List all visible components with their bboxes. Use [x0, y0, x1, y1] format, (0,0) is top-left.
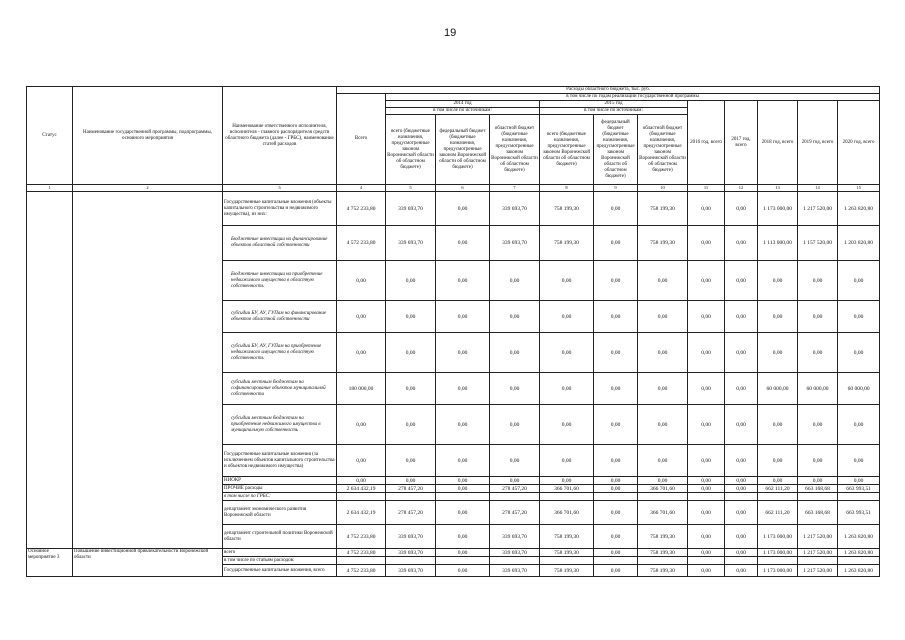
value-cell: 0,00 — [436, 477, 490, 485]
value-cell: 663 168,68 — [798, 485, 838, 493]
value-cell: 0,00 — [436, 226, 490, 261]
value-cell: 0,00 — [798, 301, 838, 333]
value-cell: 0,00 — [725, 192, 758, 226]
value-cell: 0,00 — [758, 405, 798, 445]
budget-table — [26, 86, 880, 577]
value-cell: 278 457,20 — [490, 501, 540, 525]
value-cell: 0,00 — [638, 445, 688, 477]
value-cell — [594, 557, 638, 565]
value-cell: 0,00 — [594, 333, 638, 373]
expense-item-label: в том числе по статьям расходов: — [223, 557, 337, 565]
header-expenses: Расходы областного бюджета, тыс. руб. — [337, 87, 880, 94]
value-cell: 278 457,20 — [490, 485, 540, 493]
value-cell: 0,00 — [838, 301, 880, 333]
value-cell: 0,00 — [436, 373, 490, 405]
value-cell: 2 634 432,19 — [337, 485, 386, 493]
value-cell: 0,00 — [725, 485, 758, 493]
value-cell: 663 168,68 — [798, 501, 838, 525]
value-cell: 2 634 432,19 — [337, 501, 386, 525]
header-total: Всего — [337, 94, 386, 185]
value-cell: 0,00 — [386, 445, 436, 477]
column-number: 9 — [594, 185, 638, 192]
value-cell: 0,00 — [725, 261, 758, 301]
column-number: 10 — [638, 185, 688, 192]
header-name: Наименование государственной программы, подпрограммы, основного мероприятия — [73, 87, 223, 185]
column-number: 2 — [73, 185, 223, 192]
column-number: 12 — [725, 185, 758, 192]
value-cell: 1 173 000,00 — [758, 549, 798, 557]
value-cell: 0,00 — [594, 501, 638, 525]
value-cell — [436, 493, 490, 501]
expense-item-label: НИОКР — [223, 477, 337, 485]
value-cell: 0,00 — [594, 301, 638, 333]
value-cell — [725, 493, 758, 501]
header-year-2016: 2016 год, всего — [688, 101, 725, 185]
value-cell — [638, 557, 688, 565]
value-cell: 0,00 — [638, 477, 688, 485]
column-number: 1 — [27, 185, 73, 192]
value-cell: 0,00 — [436, 549, 490, 557]
value-cell — [838, 493, 880, 501]
value-cell: 4 752 233,80 — [337, 192, 386, 226]
value-cell: 0,00 — [540, 445, 594, 477]
value-cell: 0,00 — [688, 445, 725, 477]
header-total-2015: всего (бюджетные назначения, предусмотренные законом Воронежской области об областном бюджете) — [540, 115, 594, 185]
value-cell: 758 199,30 — [540, 549, 594, 557]
value-cell: 0,00 — [436, 192, 490, 226]
value-cell: 0,00 — [725, 333, 758, 373]
value-cell — [758, 493, 798, 501]
value-cell: 0,00 — [540, 477, 594, 485]
value-cell: 0,00 — [758, 445, 798, 477]
value-cell: 1 263 820,80 — [838, 565, 880, 577]
value-cell: 0,00 — [758, 477, 798, 485]
value-cell: 0,00 — [798, 333, 838, 373]
value-cell: 1 173 000,00 — [758, 565, 798, 577]
value-cell: 0,00 — [758, 333, 798, 373]
value-cell: 60 000,00 — [798, 373, 838, 405]
value-cell: 0,00 — [725, 445, 758, 477]
value-cell: 0,00 — [540, 405, 594, 445]
value-cell: 0,00 — [436, 501, 490, 525]
value-cell — [798, 493, 838, 501]
value-cell: 758 199,30 — [540, 565, 594, 577]
value-cell: 0,00 — [798, 405, 838, 445]
value-cell: 0,00 — [337, 261, 386, 301]
value-cell: 1 217 520,00 — [798, 192, 838, 226]
value-cell: 663 993,51 — [838, 485, 880, 493]
header-year-2018: 2018 год, всего — [758, 101, 798, 185]
value-cell: 339 693,70 — [490, 192, 540, 226]
value-cell: 758 199,30 — [540, 192, 594, 226]
value-cell — [386, 493, 436, 501]
value-cell: 0,00 — [594, 549, 638, 557]
value-cell: 0,00 — [725, 373, 758, 405]
value-cell: 339 693,70 — [490, 525, 540, 549]
expense-item-label: ПРОЧИЕ расходы — [223, 485, 337, 493]
value-cell: 1 217 520,00 — [798, 565, 838, 577]
value-cell: 0,00 — [386, 477, 436, 485]
value-cell: 0,00 — [490, 261, 540, 301]
value-cell: 0,00 — [688, 405, 725, 445]
value-cell: 0,00 — [337, 301, 386, 333]
value-cell: 0,00 — [386, 373, 436, 405]
value-cell: 0,00 — [638, 405, 688, 445]
expense-item-label: субсидии местным бюджетам на приобретение недвижимого имущества в муниципальную собственность — [223, 405, 337, 445]
value-cell: 0,00 — [436, 485, 490, 493]
value-cell: 0,00 — [386, 301, 436, 333]
value-cell: 0,00 — [594, 373, 638, 405]
expense-item-label: в том числе по ГРБС: — [223, 493, 337, 501]
value-cell: 0,00 — [725, 301, 758, 333]
value-cell: 339 693,70 — [490, 226, 540, 261]
value-cell: 1 113 000,00 — [758, 226, 798, 261]
value-cell: 0,00 — [838, 333, 880, 373]
header-sources-2014: в том числе по источникам: — [386, 108, 540, 115]
value-cell: 0,00 — [725, 565, 758, 577]
value-cell: 278 457,20 — [386, 501, 436, 525]
value-cell: 0,00 — [725, 477, 758, 485]
value-cell: 0,00 — [436, 525, 490, 549]
value-cell: 758 199,30 — [540, 525, 594, 549]
value-cell — [490, 493, 540, 501]
table-row — [27, 192, 880, 226]
header-executor: Наименование ответственного исполнителя, исполнителя - главного распорядителя средств областного бюджета (далее - ГРБС), наименование статей расходов — [223, 87, 337, 185]
value-cell: 0,00 — [386, 261, 436, 301]
value-cell: 0,00 — [838, 477, 880, 485]
column-number: 7 — [490, 185, 540, 192]
value-cell: 0,00 — [594, 226, 638, 261]
value-cell: 0,00 — [638, 261, 688, 301]
column-number: 6 — [436, 185, 490, 192]
column-number: 14 — [798, 185, 838, 192]
value-cell: 0,00 — [688, 333, 725, 373]
value-cell: 0,00 — [490, 373, 540, 405]
value-cell: 0,00 — [594, 192, 638, 226]
value-cell: 0,00 — [638, 333, 688, 373]
status-cell: Основное мероприятие 3 — [27, 549, 73, 577]
value-cell: 0,00 — [436, 261, 490, 301]
value-cell: 4 572 233,80 — [337, 226, 386, 261]
value-cell: 0,00 — [594, 261, 638, 301]
value-cell: 180 000,00 — [337, 373, 386, 405]
value-cell — [594, 493, 638, 501]
value-cell: 0,00 — [688, 525, 725, 549]
header-total-2014: всего (бюджетные назначения, предусмотренные законом Воронежской области об областном бюджете) — [386, 115, 436, 185]
expense-item-label: Государственные капитальные вложения (за исключением объектов капитального строительства и объектов недвижимого имущества) — [223, 445, 337, 477]
value-cell: 339 693,70 — [490, 549, 540, 557]
value-cell — [638, 493, 688, 501]
header-status: Статус — [27, 87, 73, 185]
value-cell: 0,00 — [638, 373, 688, 405]
expense-item-label: Бюджетные инвестиции на финансирование объектов областной собственности — [223, 226, 337, 261]
value-cell: 0,00 — [688, 192, 725, 226]
value-cell — [688, 557, 725, 565]
value-cell: 0,00 — [725, 405, 758, 445]
header-by-years: в том числе по годам реализации государственной программы — [386, 94, 880, 101]
value-cell: 0,00 — [838, 405, 880, 445]
value-cell: 0,00 — [688, 301, 725, 333]
expense-item-label: субсидии БУ, АУ, ГУПам на приобретение недвижимого имущества в областную собственность — [223, 333, 337, 373]
value-cell: 0,00 — [838, 445, 880, 477]
value-cell: 366 701,60 — [638, 501, 688, 525]
value-cell: 758 199,30 — [638, 565, 688, 577]
value-cell: 0,00 — [758, 301, 798, 333]
value-cell: 60 000,00 — [758, 373, 798, 405]
value-cell: 0,00 — [540, 301, 594, 333]
value-cell: 0,00 — [594, 565, 638, 577]
value-cell — [337, 493, 386, 501]
value-cell: 1 203 820,80 — [838, 226, 880, 261]
column-numbers-row — [27, 185, 880, 192]
status-cell — [27, 192, 73, 549]
value-cell: 0,00 — [540, 333, 594, 373]
value-cell: 1 217 520,00 — [798, 549, 838, 557]
value-cell: 339 693,70 — [490, 565, 540, 577]
value-cell: 0,00 — [725, 226, 758, 261]
page-number: 19 — [444, 27, 457, 39]
value-cell: 0,00 — [798, 261, 838, 301]
value-cell: 0,00 — [436, 405, 490, 445]
value-cell: 278 457,20 — [386, 485, 436, 493]
value-cell: 0,00 — [758, 261, 798, 301]
value-cell: 0,00 — [688, 373, 725, 405]
value-cell: 366 701,60 — [540, 501, 594, 525]
value-cell — [838, 557, 880, 565]
value-cell: 758 199,30 — [638, 525, 688, 549]
value-cell: 339 693,70 — [386, 565, 436, 577]
value-cell: 0,00 — [798, 445, 838, 477]
header-year-2020: 2020 год, всего — [838, 101, 880, 185]
value-cell: 662 111,20 — [758, 485, 798, 493]
value-cell: 0,00 — [688, 226, 725, 261]
value-cell: 0,00 — [688, 501, 725, 525]
value-cell — [758, 557, 798, 565]
value-cell: 0,00 — [337, 445, 386, 477]
value-cell: 0,00 — [725, 549, 758, 557]
value-cell — [386, 557, 436, 565]
value-cell: 1 263 820,80 — [838, 192, 880, 226]
expense-item-label: субсидии местным бюджетам на софинансирование объектов муниципальной собственности — [223, 373, 337, 405]
value-cell: 758 199,30 — [540, 226, 594, 261]
value-cell: 339 693,70 — [386, 549, 436, 557]
value-cell: 663 993,51 — [838, 501, 880, 525]
header-federal-2015: федеральный бюджет (бюджетные назначения, предусмотренные законом Воронежской области об областном бюджете) — [594, 115, 638, 185]
value-cell: 0,00 — [386, 333, 436, 373]
table-row — [27, 549, 880, 557]
value-cell: 1 263 820,80 — [838, 549, 880, 557]
header-year-2014: 2014 год — [386, 101, 540, 108]
value-cell: 0,00 — [490, 445, 540, 477]
value-cell: 0,00 — [688, 549, 725, 557]
value-cell — [688, 493, 725, 501]
value-cell: 0,00 — [540, 261, 594, 301]
value-cell: 4 752 233,80 — [337, 525, 386, 549]
value-cell: 0,00 — [688, 565, 725, 577]
value-cell: 60 000,00 — [838, 373, 880, 405]
value-cell: 0,00 — [436, 333, 490, 373]
value-cell: 0,00 — [337, 405, 386, 445]
value-cell: 0,00 — [594, 525, 638, 549]
value-cell: 758 199,30 — [638, 226, 688, 261]
value-cell: 0,00 — [594, 485, 638, 493]
column-number: 11 — [688, 185, 725, 192]
header-regional-2015: областной бюджет (бюджетные назначения, предусмотренные законом Воронежской области об областном бюджете) — [638, 115, 688, 185]
value-cell: 0,00 — [594, 405, 638, 445]
value-cell: 0,00 — [688, 261, 725, 301]
column-number: 5 — [386, 185, 436, 192]
table-header — [27, 87, 880, 192]
value-cell — [798, 557, 838, 565]
value-cell: 1 173 000,00 — [758, 525, 798, 549]
value-cell: 366 701,60 — [540, 485, 594, 493]
value-cell: 0,00 — [490, 477, 540, 485]
value-cell: 1 263 820,80 — [838, 525, 880, 549]
expense-item-label: Государственные капитальные вложения (объекты капитального строительства и недвижимого имущества), из них: — [223, 192, 337, 226]
value-cell — [436, 557, 490, 565]
value-cell — [725, 557, 758, 565]
value-cell: 339 693,70 — [386, 192, 436, 226]
value-cell — [337, 557, 386, 565]
header-year-2015: 2015 год — [540, 101, 688, 108]
value-cell: 0,00 — [688, 485, 725, 493]
column-number: 15 — [838, 185, 880, 192]
expense-item-label: Государственные капитальные вложения, всего — [223, 565, 337, 577]
value-cell: 0,00 — [490, 405, 540, 445]
value-cell: 339 693,70 — [386, 226, 436, 261]
value-cell: 0,00 — [688, 477, 725, 485]
value-cell: 4 752 233,80 — [337, 549, 386, 557]
value-cell: 0,00 — [725, 525, 758, 549]
expense-item-label: всего — [223, 549, 337, 557]
value-cell: 0,00 — [490, 301, 540, 333]
value-cell: 758 199,30 — [638, 192, 688, 226]
value-cell: 0,00 — [540, 373, 594, 405]
value-cell — [490, 557, 540, 565]
value-cell: 0,00 — [490, 333, 540, 373]
value-cell: 4 752 233,80 — [337, 565, 386, 577]
column-number: 3 — [223, 185, 337, 192]
value-cell: 0,00 — [725, 501, 758, 525]
program-name-cell — [73, 192, 223, 549]
value-cell: 1 157 520,00 — [798, 226, 838, 261]
value-cell: 0,00 — [838, 261, 880, 301]
value-cell — [540, 557, 594, 565]
value-cell: 0,00 — [436, 565, 490, 577]
expense-item-label: Бюджетные инвестиции на приобретение недвижимого имущества в областную собственность — [223, 261, 337, 301]
header-year-2019: 2019 год, всего — [798, 101, 838, 185]
value-cell: 0,00 — [436, 301, 490, 333]
value-cell: 0,00 — [798, 477, 838, 485]
value-cell: 0,00 — [436, 445, 490, 477]
value-cell: 662 111,20 — [758, 501, 798, 525]
header-year-2017: 2017 год, всего — [725, 101, 758, 185]
value-cell: 339 693,70 — [386, 525, 436, 549]
expense-item-label: субсидии БУ, АУ, ГУПам на финансирование объектов областной собственности — [223, 301, 337, 333]
value-cell: 0,00 — [594, 477, 638, 485]
value-cell: 1 217 520,00 — [798, 525, 838, 549]
expense-item-label: департамент экономического развития Воронежской области — [223, 501, 337, 525]
column-number: 13 — [758, 185, 798, 192]
expense-item-label: департамент строительной политики Воронежской области — [223, 525, 337, 549]
header-federal-2014: федеральный бюджет (бюджетные назначения, предусмотренные законом Воронежской области об областном бюджете) — [436, 115, 490, 185]
table-body — [27, 192, 880, 577]
value-cell — [540, 493, 594, 501]
value-cell: 1 173 000,00 — [758, 192, 798, 226]
value-cell: 0,00 — [337, 477, 386, 485]
column-number: 8 — [540, 185, 594, 192]
value-cell: 0,00 — [638, 301, 688, 333]
header-regional-2014: областной бюджет (бюджетные назначения, предусмотренные законом Воронежской области об областном бюджете) — [490, 115, 540, 185]
value-cell: 366 701,60 — [638, 485, 688, 493]
value-cell: 0,00 — [386, 405, 436, 445]
header-sources-2015: в том числе по источникам: — [540, 108, 688, 115]
value-cell: 0,00 — [594, 445, 638, 477]
value-cell: 758 199,30 — [638, 549, 688, 557]
value-cell: 0,00 — [337, 333, 386, 373]
program-name-cell: Повышение инвестиционной привлекательности Воронежской области — [73, 549, 223, 577]
column-number: 4 — [337, 185, 386, 192]
